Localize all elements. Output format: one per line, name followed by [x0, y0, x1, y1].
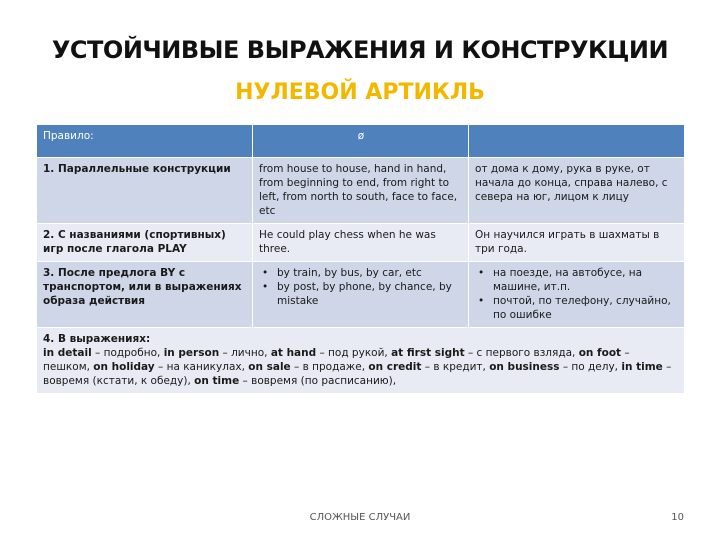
- list-item: • by train, by bus, by car, etc: [277, 266, 463, 280]
- footer-text: СЛОЖНЫЕ СЛУЧАИ: [309, 512, 411, 523]
- expression-meaning: – под рукой,: [316, 347, 392, 359]
- english-example-cell: from house to house, hand in hand, from beginning to end, from right to left, from north to south, face to face, etc: [253, 158, 469, 224]
- header-zero-article-cell: ø: [253, 125, 469, 158]
- expression-term: in time: [621, 361, 663, 373]
- expression-term: on credit: [368, 361, 422, 373]
- rule-cell: 3. После предлога BY с транспортом, или в выражениях образа действия: [37, 262, 253, 328]
- header-rule-cell: Правило:: [37, 125, 253, 158]
- expression-meaning: – на каникулах,: [154, 361, 249, 373]
- list-item: • by post, by phone, by chance, by mistake: [277, 280, 463, 308]
- expression-term: at hand: [270, 347, 317, 359]
- expression-meaning: – подробно,: [91, 347, 164, 359]
- list-item: • почтой, по телефону, случайно, по ошибке: [493, 294, 679, 322]
- table-row: [37, 262, 685, 328]
- list-item: • на поезде, на автобусе, на машине, ит.п.: [493, 266, 679, 294]
- header-empty-cell: [469, 125, 685, 158]
- page-number: 10: [671, 512, 684, 523]
- expression-term: on holiday: [93, 361, 155, 373]
- expression-meaning: – пешком,: [43, 347, 630, 373]
- expression-meaning: – вовремя (кстати, к обеду),: [43, 361, 672, 387]
- slide-title: УСТОЙЧИВЫЕ ВЫРАЖЕНИЯ И КОНСТРУКЦИИ: [51, 36, 669, 64]
- expression-meaning: – лично,: [219, 347, 271, 359]
- table-row: [37, 224, 685, 262]
- russian-translation-cell: Он научился играть в шахматы в три года.: [469, 224, 685, 262]
- russian-translation-cell: от дома к дому, рука в руке, от начала до конца, справа налево, с севера на юг, лицом к лицу: [469, 158, 685, 224]
- bullet-list: [475, 266, 679, 322]
- expression-term: on business: [489, 361, 560, 373]
- table-header-row: [37, 125, 685, 158]
- table-row: [37, 328, 685, 394]
- expressions-cell: [37, 328, 685, 394]
- expression-term: on time: [194, 375, 240, 387]
- expression-meaning: – по делу,: [559, 361, 622, 373]
- russian-translation-cell: [469, 262, 685, 328]
- expression-term: on foot: [578, 347, 622, 359]
- table-row: [37, 158, 685, 224]
- expressions-paragraph: [43, 346, 679, 388]
- expression-term: on sale: [248, 361, 291, 373]
- english-example-cell: He could play chess when he was three.: [253, 224, 469, 262]
- rule-cell: 2. С названиями (спортивных) игр после глагола PLAY: [37, 224, 253, 262]
- expression-meaning: – в продаже,: [290, 361, 369, 373]
- rules-table: [36, 124, 685, 394]
- expressions-heading: 4. В выражениях:: [43, 333, 151, 345]
- expression-meaning: – в кредит,: [421, 361, 490, 373]
- expression-meaning: – вовремя (по расписанию),: [239, 375, 397, 387]
- rule-cell: 1. Параллельные конструкции: [37, 158, 253, 224]
- expression-term: in person: [163, 347, 220, 359]
- expression-term: at first sight: [391, 347, 465, 359]
- slide-subtitle: НУЛЕВОЙ АРТИКЛЬ: [235, 80, 485, 105]
- expression-term: in detail: [43, 347, 92, 359]
- english-example-cell: [253, 262, 469, 328]
- expression-meaning: – с первого взляда,: [464, 347, 579, 359]
- bullet-list: [259, 266, 463, 308]
